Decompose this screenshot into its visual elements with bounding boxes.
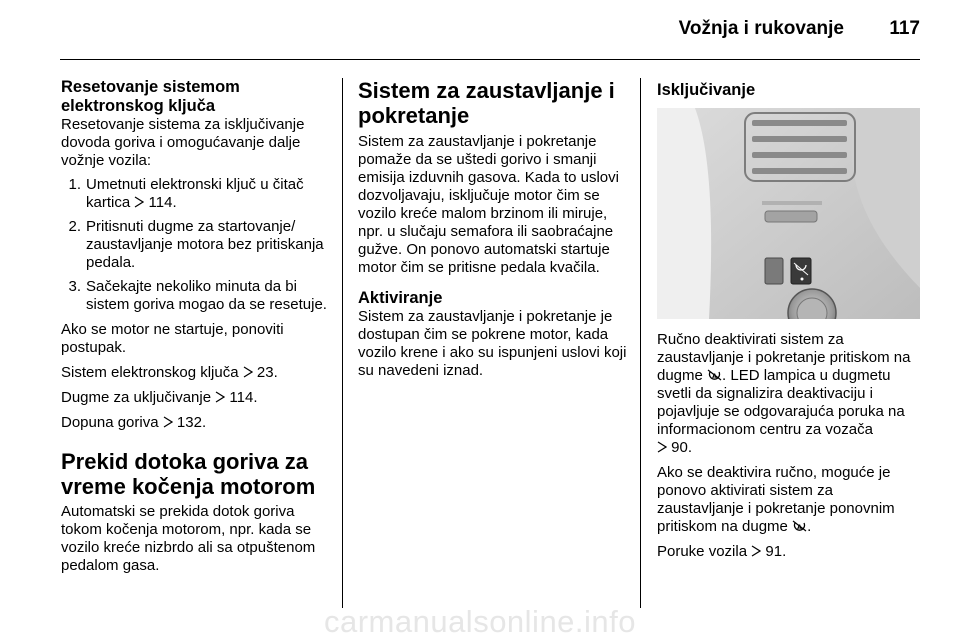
- page-reference-icon: [215, 391, 225, 403]
- page-reference-icon: [243, 366, 253, 378]
- reset-steps-list: [61, 176, 331, 314]
- list-text: Pritisnuti dugme za startovanje/ zaustavljanje motora bez pritiskanja pedala.: [86, 218, 324, 271]
- paragraph-fuel-cutoff: Automatski se prekida dotok goriva tokom kočenja motorom, npr. kada se vozilo kreće nizbrdo ali sa otpuštenom pedalom gasa.: [61, 503, 316, 574]
- page-reference-icon: [163, 416, 173, 428]
- list-item: [61, 176, 331, 212]
- list-text: Sačekajte nekoliko minuta da bi sistem goriva mogao da se resetuje.: [86, 278, 327, 313]
- heading-deactivation: Isključivanje: [657, 81, 756, 99]
- stop-start-off-icon: [792, 520, 807, 532]
- list-item: [61, 218, 331, 272]
- page-reference-icon: [751, 545, 761, 557]
- paragraph-activation: Sistem za zaustavljanje i pokretanje je dostupan čim se pokrene motor, kada vozilo krene i ako su ispunjeni uslovi koji su navedeni iznad.: [358, 308, 627, 379]
- paragraph-restart: Ako se motor ne startuje, ponoviti postupak.: [61, 321, 284, 356]
- paragraph-reset: Resetovanje sistema za isključivanje dovoda goriva i omogućavanje dalje vožnje vozila:: [61, 116, 305, 169]
- cross-reference: Dopuna goriva 132.: [61, 414, 207, 431]
- column-left: [61, 78, 331, 575]
- page-reference-link[interactable]: 23.: [256, 364, 278, 381]
- cross-reference: Dugme za uključivanje 114.: [61, 389, 258, 406]
- page-reference-link[interactable]: 91.: [765, 543, 787, 560]
- column-right: [657, 78, 922, 561]
- list-number: 1.: [68, 176, 81, 193]
- page-reference-link[interactable]: 114.: [148, 194, 177, 211]
- heading-stop-start: Sistem za zaustavljanje i pokretanje: [358, 78, 615, 128]
- list-number: 2.: [68, 218, 81, 235]
- page-reference-link[interactable]: 114.: [229, 389, 258, 406]
- page-header: [0, 0, 960, 62]
- stop-start-off-icon: [707, 369, 722, 381]
- list-text: Umetnuti elektronski ključ u čitač kartica: [86, 176, 304, 211]
- page-reference-icon: [657, 441, 667, 453]
- list-number: 3.: [68, 278, 81, 295]
- paragraph-manual-deactivation: Ručno deaktivirati sistem za zaustavljanje i pokretanje pritiskom na dugme . LED lampica u dugmetu svetli da signalizira deaktivaciju i pojavljuje se odgovarajuća poruka na informacionom centru za vozača 90.: [657, 331, 911, 456]
- page-reference-link[interactable]: 90.: [671, 439, 693, 456]
- page-reference-icon: [134, 196, 144, 208]
- dashboard-button-photo: [657, 108, 920, 319]
- column-divider: [342, 78, 343, 608]
- column-middle: [358, 78, 630, 380]
- paragraph-stop-start: Sistem za zaustavljanje i pokretanje pomaže da se uštedi gorivo i smanji emisija izduvnih gasova. Kada to uslovi dozvoljavaju, isključuje motor čim se vozilo kreće malom brzinom ili miruje, npr. u slučaju semafora ili saobraćajne gužve. On ponovo automatski startuje motor čim se pritisne pedala kvačila.: [358, 133, 619, 276]
- column-divider: [640, 78, 641, 608]
- watermark: carmanualsonline.info: [323, 604, 637, 639]
- page-reference-link[interactable]: 132.: [176, 414, 207, 431]
- header-rule: [60, 59, 920, 60]
- heading-fuel-cutoff: Prekid dotoka goriva za vreme kočenja motorom: [61, 449, 316, 499]
- cross-reference: Poruke vozila 91.: [657, 543, 787, 560]
- chapter-title: Vožnja i rukovanje: [678, 18, 844, 39]
- cross-reference: Sistem elektronskog ključa 23.: [61, 364, 278, 381]
- list-item: [61, 278, 331, 314]
- paragraph-reactivation: Ako se deaktivira ručno, moguće je ponovo aktivirati sistem za zaustavljanje i pokretanje ponovnim pritiskom na dugme .: [657, 464, 895, 535]
- heading-reset: Resetovanje sistemom elektronskog ključa: [61, 78, 240, 115]
- page-number: 117: [889, 18, 920, 39]
- heading-activation: Aktiviranje: [358, 289, 443, 307]
